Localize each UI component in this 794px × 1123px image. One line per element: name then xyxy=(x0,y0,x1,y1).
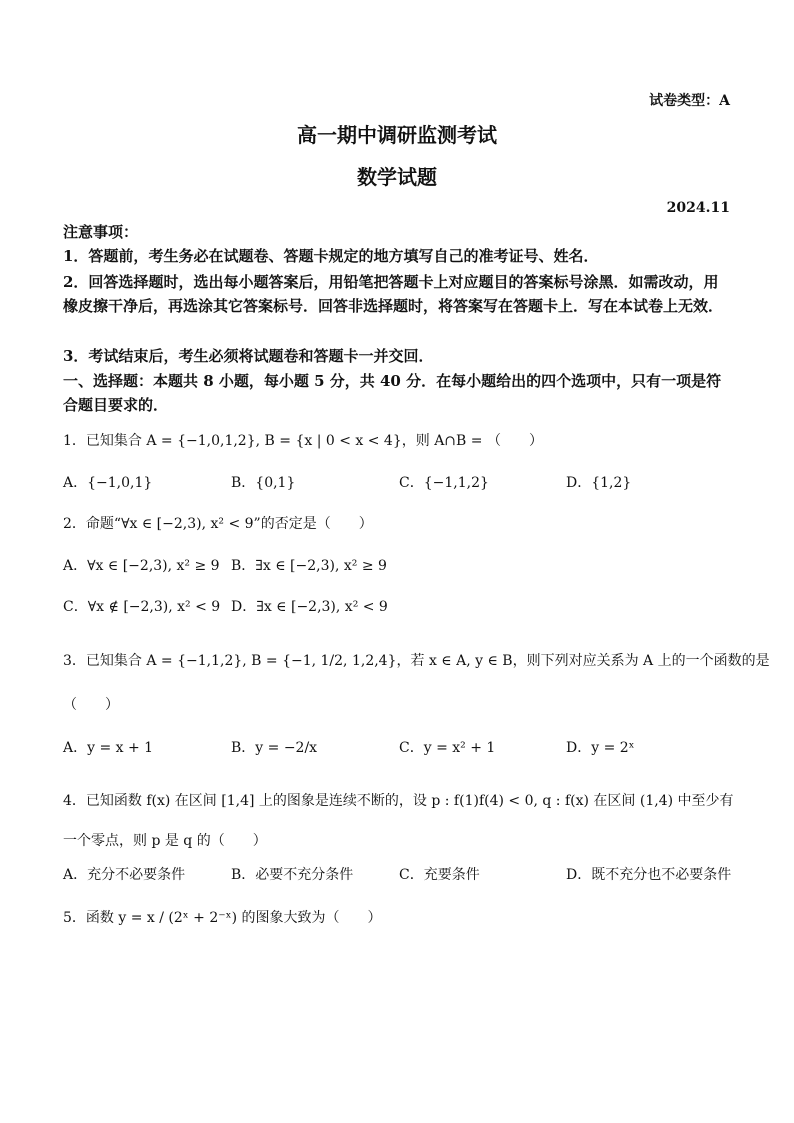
question-4-option-c: C．充要条件 xyxy=(399,867,480,883)
question-4-stem: 4．已知函数 f(x) 在区间 [1,4] 上的图象是连续不断的，设 p : f(1)f(4) < 0, q : f(x) 在区间 (1,4) 中至少有 xyxy=(63,793,734,809)
question-2-option-d: D．∃x ∈ [−2,3), x² < 9 xyxy=(231,599,388,615)
question-4-option-b: B．必要不充分条件 xyxy=(231,867,354,883)
question-3-option-b: B．y = −2/x xyxy=(231,740,318,756)
exam-subtitle: 数学试题 xyxy=(357,165,437,189)
exam-title: 高一期中调研监测考试 xyxy=(297,123,497,147)
question-2-stem: 2．命题“∀x ∈ [−2,3), x² < 9”的否定是（ ） xyxy=(63,516,373,532)
question-1-option-d: D．{1,2} xyxy=(566,475,632,491)
notice-heading: 注意事项： xyxy=(63,223,139,241)
notice-item-3: 3．考试结束后，考生必须将试题卷和答题卡一并交回． xyxy=(63,347,434,365)
question-5-stem: 5．函数 y = x / (2ˣ + 2⁻ˣ) 的图象大致为（ ） xyxy=(63,910,382,926)
question-1-option-a: A．{−1,0,1} xyxy=(63,475,153,491)
question-3-stem: 3．已知集合 A = {−1,1,2}, B = {−1, 1/2, 1,2,4}，若 x ∈ A, y ∈ B，则下列对应关系为 A 上的一个函数的是 xyxy=(63,653,770,669)
question-3-stem-cont: （ ） xyxy=(63,697,119,713)
question-3-option-d: D．y = 2ˣ xyxy=(566,740,635,756)
notice-item-2: 2．回答选择题时，选出每小题答案后，用铅笔把答题卡上对应题目的答案标号涂黑．如需改动，用橡皮擦干净后，再选涂其它答案标号．回答非选择题时，将答案写在答题卡上．写在本试卷上无效． xyxy=(63,273,724,315)
question-1-option-c: C．{−1,1,2} xyxy=(399,475,489,491)
question-3-option-c: C．y = x² + 1 xyxy=(399,740,496,756)
question-4-stem-cont: 一个零点，则 p 是 q 的（ ） xyxy=(63,833,267,849)
exam-date: 2024.11 xyxy=(666,200,730,216)
question-2-option-a: A．∀x ∈ [−2,3), x² ≥ 9 xyxy=(63,558,220,574)
question-4-option-d: D．既不充分也不必要条件 xyxy=(566,867,732,883)
question-1-stem: 1．已知集合 A = {−1,0,1,2}, B = {x | 0 < x < 4}，则 A∩B = （ ） xyxy=(63,433,543,449)
notice-item-1: 1．答题前，考生务必在试题卷、答题卡规定的地方填写自己的准考证号、姓名． xyxy=(63,247,599,265)
paper-type-label: 试卷类型：A xyxy=(649,93,730,109)
section-heading: 一、选择题：本题共 8 小题，每小题 5 分，共 40 分．在每小题给出的四个选项中，只有一项是符合题目要求的． xyxy=(63,372,722,414)
question-3-option-a: A．y = x + 1 xyxy=(63,740,154,756)
question-4-option-a: A．充分不必要条件 xyxy=(63,867,186,883)
question-2-option-b: B．∃x ∈ [−2,3), x² ≥ 9 xyxy=(231,558,387,574)
question-1-option-b: B．{0,1} xyxy=(231,475,296,491)
question-2-option-c: C．∀x ∉ [−2,3), x² < 9 xyxy=(63,599,221,615)
